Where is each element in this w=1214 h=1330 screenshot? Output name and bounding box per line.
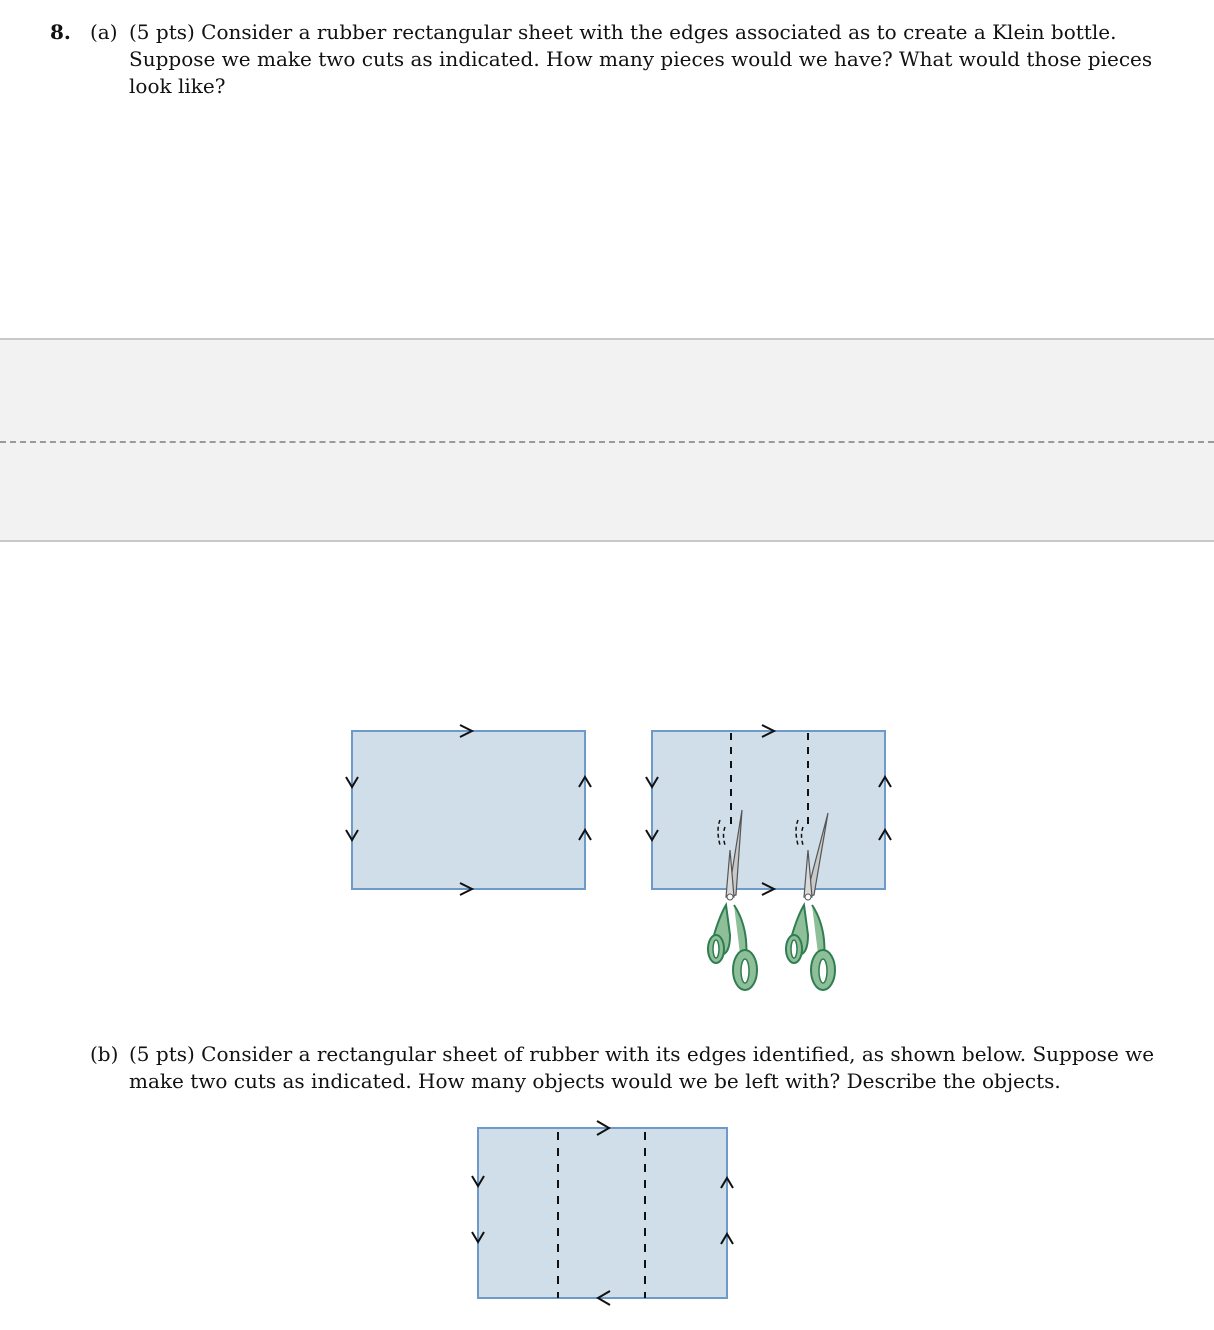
part-a-text: (5 pts) Consider a rubber rectangular sheet with the edges associated as to create a Klein bottle. Suppose we make two cuts as indicated. How many pieces would we have? What would those pieces look like?	[129, 20, 1153, 98]
question-number: 8.	[50, 20, 71, 44]
rubber-sheet	[652, 731, 885, 889]
part-b-label: (b)	[90, 1042, 119, 1066]
answer-area[interactable]	[0, 338, 1214, 542]
part-b-text: (5 pts) Consider a rectangular sheet of rubber with its edges identified, as shown below. Suppose we make two cuts as indicated. How many objects would we be left with? Describe the objects.	[129, 1042, 1155, 1093]
cut-sheet-figure	[630, 715, 910, 1000]
rubber-sheet	[352, 731, 585, 889]
klein-bottle-sheet-figure	[330, 715, 610, 905]
rubber-sheet	[478, 1128, 727, 1298]
part-a-label: (a)	[90, 20, 118, 44]
part-b-sheet-figure	[455, 1112, 755, 1312]
dashed-separator	[0, 441, 1214, 443]
